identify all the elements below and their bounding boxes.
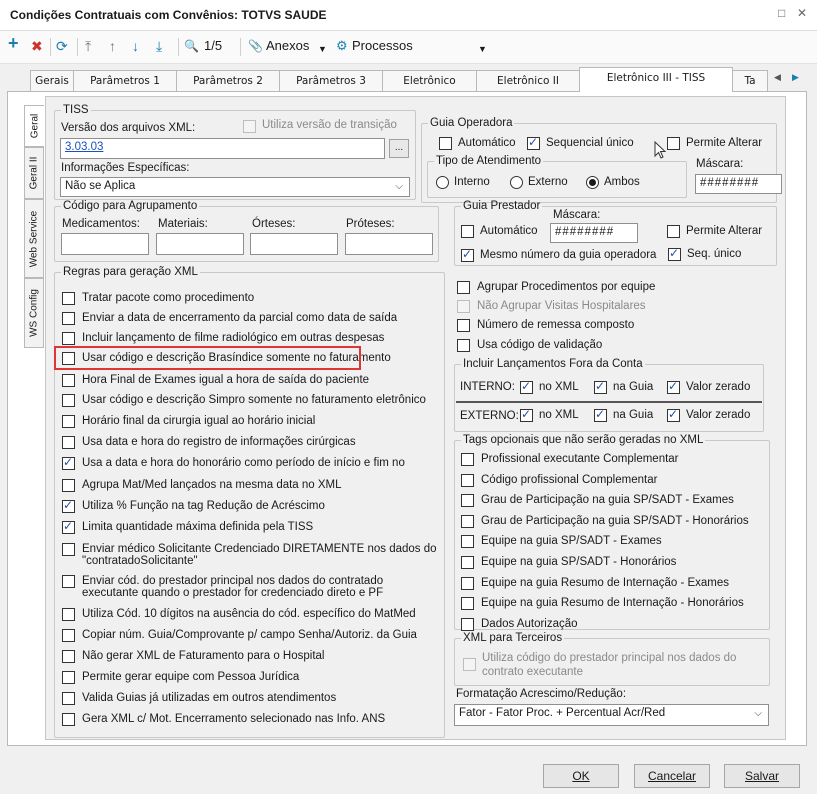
checkbox[interactable]: [457, 300, 470, 313]
tag-item-label: Grau de Participação na guia SP/SADT - Exames: [481, 494, 734, 507]
rule-item-label: Incluir lançamento de filme radiológico em outras despesas: [82, 332, 385, 344]
rule-item-label: Copiar núm. Guia/Comprovante p/ campo Senha/Autoriz. da Guia: [82, 629, 417, 641]
external-xml-checkbox[interactable]: [520, 409, 533, 422]
checkbox[interactable]: [62, 521, 75, 534]
checkbox[interactable]: [62, 671, 75, 684]
checkbox[interactable]: [62, 500, 75, 513]
operadora-automatic-label: Automático: [458, 137, 516, 149]
rule-item-label: Agrupa Mat/Med lançados na mesma data no XML: [82, 479, 342, 491]
restore-button[interactable]: □: [778, 6, 786, 20]
checkbox[interactable]: [461, 556, 474, 569]
checkbox[interactable]: [62, 629, 75, 642]
tiss-group: TISS: [54, 104, 416, 200]
guia-prestador-group: Guia Prestador: [454, 200, 777, 266]
external-zero-checkbox[interactable]: [667, 409, 680, 422]
specific-info-label: Informações Específicas:: [61, 162, 190, 174]
chevron-down-icon: ⌵: [395, 181, 403, 192]
ok-button[interactable]: OK: [543, 764, 619, 788]
materials-input[interactable]: [156, 233, 244, 255]
internal-xml-checkbox[interactable]: [520, 381, 533, 394]
externo-radio[interactable]: [510, 176, 523, 189]
medicines-input[interactable]: [61, 233, 149, 255]
chevron-down-icon: ⌵: [754, 708, 762, 719]
checkbox[interactable]: [62, 713, 75, 726]
refresh-icon[interactable]: ⟳: [56, 38, 68, 54]
checkbox[interactable]: [62, 394, 75, 407]
external-guia-checkbox[interactable]: [594, 409, 607, 422]
interno-radio[interactable]: [436, 176, 449, 189]
checkbox[interactable]: [461, 577, 474, 590]
internal-guia-checkbox[interactable]: [594, 381, 607, 394]
sequential-unique-label: Sequencial único: [546, 137, 634, 149]
tab-eletronico-ii[interactable]: Eletrônico II: [476, 70, 580, 91]
divider: [456, 401, 762, 403]
title-bar: [0, 0, 817, 31]
checkbox[interactable]: [457, 339, 470, 352]
rule-item-label: Limita quantidade máxima definida pela TISS: [82, 521, 314, 533]
toolbar-separator: [178, 38, 179, 56]
rule-item-label: Enviar a data de encerramento da parcial como data de saída: [82, 312, 398, 324]
third-party-label-line2: contrato executante: [482, 666, 584, 678]
rule-item-label: Usar código e descrição Brasíndice somente no faturamento: [82, 352, 391, 364]
checkbox[interactable]: [461, 618, 474, 631]
rule-item-label: executante quando o prestador for credenciado direto e PF: [82, 587, 384, 599]
external-label: EXTERNO:: [460, 410, 519, 422]
transition-version-checkbox[interactable]: [243, 120, 256, 133]
external-zero-label: Valor zerado: [686, 409, 751, 421]
tab-parametros-2[interactable]: Parâmetros 2: [176, 70, 280, 91]
checkbox[interactable]: [461, 474, 474, 487]
rule-item-label: Hora Final de Exames igual a hora de saída do paciente: [82, 374, 370, 386]
tag-item-label: Dados Autorização: [481, 617, 578, 630]
checkbox[interactable]: [62, 415, 75, 428]
cancel-button[interactable]: Cancelar: [634, 764, 710, 788]
prestador-automatic-checkbox[interactable]: [461, 225, 474, 238]
third-party-xml-group: XML para Terceiros: [454, 632, 770, 686]
xml-version-label: Versão dos arquivos XML:: [61, 122, 196, 134]
formatting-label: Formatação Acrescimo/Redução:: [456, 688, 627, 700]
checkbox[interactable]: [62, 692, 75, 705]
internal-xml-label: no XML: [539, 381, 579, 393]
prestador-automatic-label: Automático: [480, 225, 538, 237]
prostheses-input[interactable]: [345, 233, 433, 255]
grouping-code-group: Código para Agrupamento: [54, 200, 439, 262]
side-tab-geral[interactable]: Geral: [24, 105, 44, 147]
rule-item-label: "contratadoSolicitante": [82, 555, 198, 567]
rule-item-label: Permite gerar equipe com Pessoa Jurídica: [82, 671, 300, 683]
attachments-menu[interactable]: Anexos: [266, 38, 310, 53]
xml-version-input[interactable]: 3.03.03: [60, 138, 385, 159]
checkbox[interactable]: [461, 597, 474, 610]
same-number-label: Mesmo número da guia operadora: [480, 249, 657, 261]
orthoses-input[interactable]: [250, 233, 338, 255]
rule-item-label: Enviar cód. do prestador principal nos dados do contratado: [82, 575, 384, 587]
tag-item-label: Equipe na guia SP/SADT - Honorários: [481, 556, 677, 568]
checkbox[interactable]: [62, 543, 75, 556]
rule-item-label: Usa a data e hora do honorário como período de início e fim no: [82, 457, 405, 469]
transition-version-label: Utiliza versão de transição: [262, 119, 397, 131]
toolbar-separator: [77, 38, 78, 56]
checkbox[interactable]: [62, 457, 75, 470]
side-tab-ws-config[interactable]: WS Config: [24, 278, 44, 348]
same-number-checkbox[interactable]: [461, 249, 474, 262]
tab-scroll-right-icon[interactable]: ▶: [792, 72, 799, 82]
prostheses-label: Próteses:: [346, 218, 395, 230]
checkbox[interactable]: [62, 312, 75, 325]
checkbox[interactable]: [62, 374, 75, 387]
seq-unique-checkbox[interactable]: [668, 248, 681, 261]
browse-button[interactable]: ...: [389, 139, 409, 158]
guia-operadora-group: Guia Operadora: [421, 117, 777, 203]
internal-guia-label: na Guia: [613, 381, 654, 393]
ambos-label: Ambos: [604, 176, 640, 188]
prestador-mask-label: Máscara:: [553, 209, 601, 221]
checkbox[interactable]: [62, 575, 75, 588]
rule-item-label: Valida Guias já utilizadas em outros atendimentos: [82, 692, 337, 704]
sequential-unique-checkbox[interactable]: [527, 137, 540, 150]
medicines-label: Medicamentos:: [62, 218, 140, 230]
orthoses-label: Órteses:: [252, 218, 296, 230]
rule-item-label: Usar código e descrição Simpro somente no faturamento eletrônico: [82, 394, 426, 406]
previous-record-icon[interactable]: ↑: [109, 38, 116, 54]
rule-item-label: Gera XML c/ Mot. Encerramento selecionado nas Info. ANS: [82, 713, 386, 725]
formatting-select[interactable]: Fator - Fator Proc. + Percentual Acr/Red ⌵: [454, 704, 769, 726]
toolbar: [0, 31, 817, 64]
checkbox[interactable]: [457, 319, 470, 332]
right-option-item-label: Não Agrupar Visitas Hospitalares: [477, 300, 646, 312]
checkbox[interactable]: [461, 515, 474, 528]
right-option-item-label: Usa código de validação: [477, 339, 603, 351]
toolbar-separator: [50, 38, 51, 56]
checkbox[interactable]: [457, 281, 470, 294]
chevron-down-icon[interactable]: ▼: [478, 44, 487, 54]
checkbox[interactable]: [62, 650, 75, 663]
last-record-icon[interactable]: ⤓: [156, 38, 163, 54]
checkbox[interactable]: [62, 479, 75, 492]
rule-item-label: Tratar pacote como procedimento: [82, 292, 255, 304]
add-icon[interactable]: +: [8, 33, 19, 53]
checkbox[interactable]: [461, 494, 474, 507]
prestador-allow-edit-label: Permite Alterar: [686, 225, 763, 237]
third-party-checkbox[interactable]: [463, 658, 476, 671]
window-title: Condições Contratuais com Convênios: TOTVS SAUDE: [10, 8, 327, 22]
record-pager: 1/5: [204, 38, 223, 53]
ambos-radio[interactable]: [586, 176, 599, 189]
tab-truncated[interactable]: Ta: [732, 70, 768, 91]
checkbox[interactable]: [62, 608, 75, 621]
close-button[interactable]: ✕: [797, 6, 808, 20]
gear-icon: ⚙: [336, 38, 348, 53]
operadora-automatic-checkbox[interactable]: [439, 137, 452, 150]
optional-tags-group: Tags opcionais que não serão geradas no XML: [454, 434, 770, 630]
xml-rules-group: Regras para geração XML: [54, 266, 445, 738]
highlight-box: [54, 346, 361, 370]
rule-item-label: Não gerar XML de Faturamento para o Hospital: [82, 650, 325, 662]
rule-item-label: Horário final da cirurgia igual ao horário inicial: [82, 415, 316, 427]
tag-item-label: Grau de Participação na guia SP/SADT - Honorários: [481, 514, 749, 527]
first-record-icon[interactable]: ⤒: [85, 38, 92, 54]
seq-unique-label: Seq. único: [687, 248, 742, 260]
side-tab-web-service[interactable]: Web Service: [24, 199, 44, 278]
rule-item-label: Utiliza % Função na tag Redução de Acréscimo: [82, 500, 325, 512]
rule-item-label: Usa data e hora do registro de informações cirúrgicas: [82, 436, 356, 448]
attendance-type-group: Tipo de Atendimento: [427, 155, 687, 198]
internal-label: INTERNO:: [460, 381, 515, 393]
operadora-allow-edit-checkbox[interactable]: [667, 137, 680, 150]
right-option-item-label: Número de remessa composto: [477, 319, 635, 331]
checkbox[interactable]: [62, 332, 75, 345]
search-icon[interactable]: 🔍: [184, 39, 199, 53]
third-party-label-line1: Utiliza código do prestador principal nos dados do: [482, 652, 737, 664]
operadora-mask-input[interactable]: ########: [695, 174, 782, 194]
externo-label: Externo: [528, 176, 568, 188]
materials-label: Materiais:: [158, 218, 208, 230]
tab-gerais[interactable]: Gerais: [30, 70, 74, 91]
tab-bar: [0, 64, 817, 92]
rule-item-label: Utiliza Cód. 10 dígitos na ausência do cód. específico do MatMed: [82, 608, 416, 620]
rule-item-label: Enviar médico Solicitante Credenciado DIRETAMENTE nos dados do: [82, 543, 437, 555]
checkbox[interactable]: [461, 453, 474, 466]
checkbox[interactable]: [62, 436, 75, 449]
internal-zero-checkbox[interactable]: [667, 381, 680, 394]
external-guia-label: na Guia: [613, 409, 654, 421]
delete-icon[interactable]: ✖: [31, 38, 43, 54]
chevron-down-icon[interactable]: ▼: [318, 44, 327, 54]
right-option-item-label: Agrupar Procedimentos por equipe: [477, 281, 656, 293]
tag-item-label: Profissional executante Complementar: [481, 453, 679, 465]
outside-account-group: Incluir Lançamentos Fora da Conta: [454, 358, 764, 432]
tag-item-label: Equipe na guia Resumo de Internação - Honorários: [481, 597, 744, 610]
internal-zero-label: Valor zerado: [686, 381, 751, 393]
external-xml-label: no XML: [539, 409, 579, 421]
tab-parametros-1[interactable]: Parâmetros 1: [73, 70, 177, 91]
save-button[interactable]: Salvar: [724, 764, 800, 788]
operadora-mask-label: Máscara:: [696, 158, 744, 170]
tab-parametros-3[interactable]: Parâmetros 3: [279, 70, 383, 91]
specific-info-select[interactable]: Não se Aplica ⌵: [60, 177, 410, 197]
checkbox[interactable]: [461, 535, 474, 548]
tag-item-label: Equipe na guia SP/SADT - Exames: [481, 535, 662, 548]
processes-menu[interactable]: Processos: [352, 38, 413, 53]
toolbar-separator: [240, 38, 241, 56]
next-record-icon[interactable]: ↓: [132, 38, 139, 54]
tab-eletronico[interactable]: Eletrônico: [382, 70, 477, 91]
checkbox[interactable]: [62, 292, 75, 305]
tag-item-label: Código profissional Complementar: [481, 473, 658, 486]
operadora-allow-edit-label: Permite Alterar: [686, 137, 763, 149]
tag-item-label: Equipe na guia Resumo de Internação - Exames: [481, 576, 730, 589]
interno-label: Interno: [454, 176, 490, 188]
prestador-mask-input[interactable]: ########: [550, 223, 638, 243]
prestador-allow-edit-checkbox[interactable]: [667, 225, 680, 238]
side-tab-geral-ii[interactable]: Geral II: [24, 147, 44, 199]
tab-eletronico-iii-tiss[interactable]: Eletrônico III - TISS: [579, 67, 733, 92]
attachment-icon: 📎: [248, 39, 263, 53]
tab-scroll-left-icon[interactable]: ◀: [774, 72, 781, 82]
